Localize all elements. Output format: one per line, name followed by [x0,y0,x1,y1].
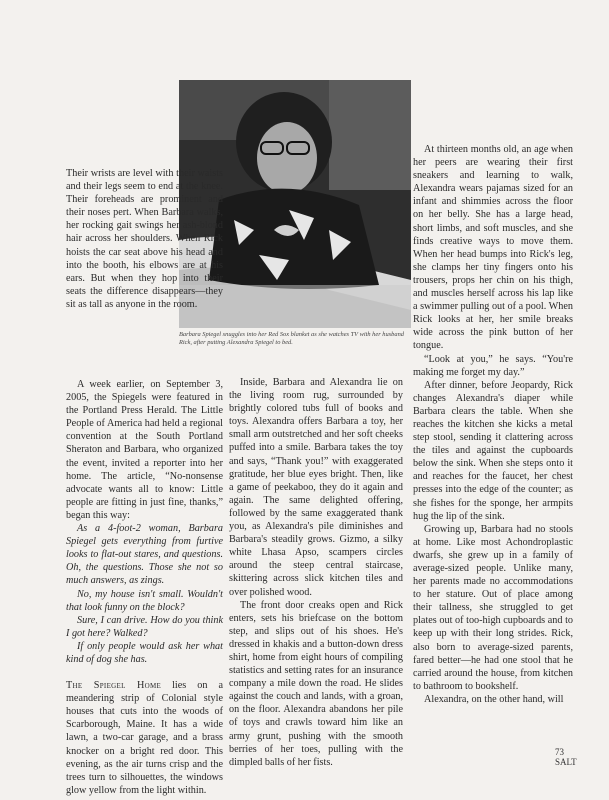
paragraph: Alexandra, on the other hand, will [424,693,564,705]
quote-text: If only people would ask her what kind of dog she has. [66,640,223,665]
paragraph-text: A week earlier, on September 3, 2005, the Spiegels were featured in the Portland Press Herald. The Little People of America had held a regional convention at the South Portland Sheraton and Barbara, who organized the event, invited a reporter into her home. The article, “No-nonsense advocate wants all to know: Little people are fitting in just fine, thanks,” began this way: [66,379,223,521]
page-folio [555,747,595,767]
section-lead: The Spiegel Home [66,680,162,692]
quote-text: Sure, I can drive. How do you think I got here? Walked? [66,614,223,639]
column-1 [66,167,223,311]
paragraph: After dinner, before Jeopardy, Rick changes Alexandra's diaper while Barbara clears the table. When she reaches the kitchen she kicks a metal step stool, sending it clattering across the tiles and against the cupboards below the sink. When she steps onto it and reaches for the faucet, her chest presses into the edge of the counter; as she fishes for the sponge, her armpits hug the lip of the sink. [413,379,573,522]
paragraph: At thirteen months old, an age when her peers are wearing their first sneakers and learning to walk, Alexandra wears pajamas sized for an infant and shimmies across the floor on her belly. She has a large head, short limbs, and soft muscles, and she finds creative ways to move them. When her head bumps into Rick's leg, she clamps her tiny fingers onto his trousers, props her chin on his thigh, and muscles herself across his lap like a swimmer pulling out of a pool. When Rick looks at her, her smile breaks wide across the pink button of her tongue. [413,144,573,352]
paragraph: Inside, Barbara and Alexandra lie on the living room rug, surrounded by brightly colored tubs full of books and toys. Alexandra offers Barbara a toy, her small arm outstretched and her soft cheeks puffed into a smile. Barbara takes the toy and says, “Thank you!” with exaggerated gratitude, her blue eyes bright. Then, like a game of peekaboo, they do it again and again. The same delighted offering, followed by the same exaggerated thank you, as Alexandra's pile diminishes and Barbara's steadily grows. Gizmo, a silky white Lhasa Apso, scampers circles around the steep central staircase, skittering across slick kitchen tiles and over polished wood. [229,377,403,598]
paragraph: Their wrists are level with their waists and their legs seem to end at the knee. Their foreheads are prominent and their noses pert. When Barbara walks, her rocking gait swings her ash-blond hair across her shoulders. When Rick hoists the car seat above his head and into the booth, his elbows are at his ears. But when they hop into their seats the difference disappears—they sit as tall as anyone in the room. [66,168,223,310]
column-2 [229,376,403,769]
quote-text: No, my house isn't small. Wouldn't that look funny on the block? [66,588,223,613]
quote [66,614,223,640]
paragraph-text: lies on a meandering strip of Colonial style houses that cuts into the woods of Scarborough, Maine. It has a wide lawn, a two-car garage, and a brass knocker on a bright red door. This evening, as the air turns crisp and the trees turn to silhouettes, the windows glow yellow from the light within. [66,680,223,796]
paragraph: Growing up, Barbara had no stools at home. Like most Achondroplastic dwarfs, she grew up in a family of average-sized people. Unlike many, her parents made no accommodations to her stature. Out of place among their tallness, she struggled to get plates out of too-high cupboards and to keep up with their long strides. Rick, also born to average-sized parents, fared better—he had one stool that he carried around the house, from kitchen to bathroom to bookshelf. [413,523,573,692]
quote [66,522,223,587]
section-paragraph [66,679,223,797]
page-number: 73 [555,747,564,757]
quote [66,588,223,614]
quote [66,640,223,666]
column-3 [413,143,573,706]
paragraph: The front door creaks open and Rick enters, sets his briefcase on the bottom step, and slips out of his shoes. He's dressed in khakis and a button-down dress shirt, home from eight hours of compiling statistics and setting rates for an insurance company a mile down the road. He slides against the couch and lands, with a groan, on the floor. Alexandra abandons her pile of toys and crawls toward him like an army grunt, pushing with the smooth berries of her toes, pulling with the dimpled balls of her fists. [229,599,403,768]
quote-text: As a 4-foot-2 woman, Barbara Spiegel gets everything from furtive looks to flat-out stares, and questions. Oh, the questions. Those she not so much answers, as zings. [66,523,223,587]
column-1-lower [66,378,223,797]
magazine-name: SALT [555,757,577,767]
paragraph [66,378,223,522]
photo-caption: Barbara Spiegel snuggles into her Red Sox blanket as she watches TV with her husband Rick, after putting Alexandra Spiegel to bed. [179,331,404,347]
paragraph: “Look at you,” he says. “You're making me forget my day.” [413,353,573,378]
